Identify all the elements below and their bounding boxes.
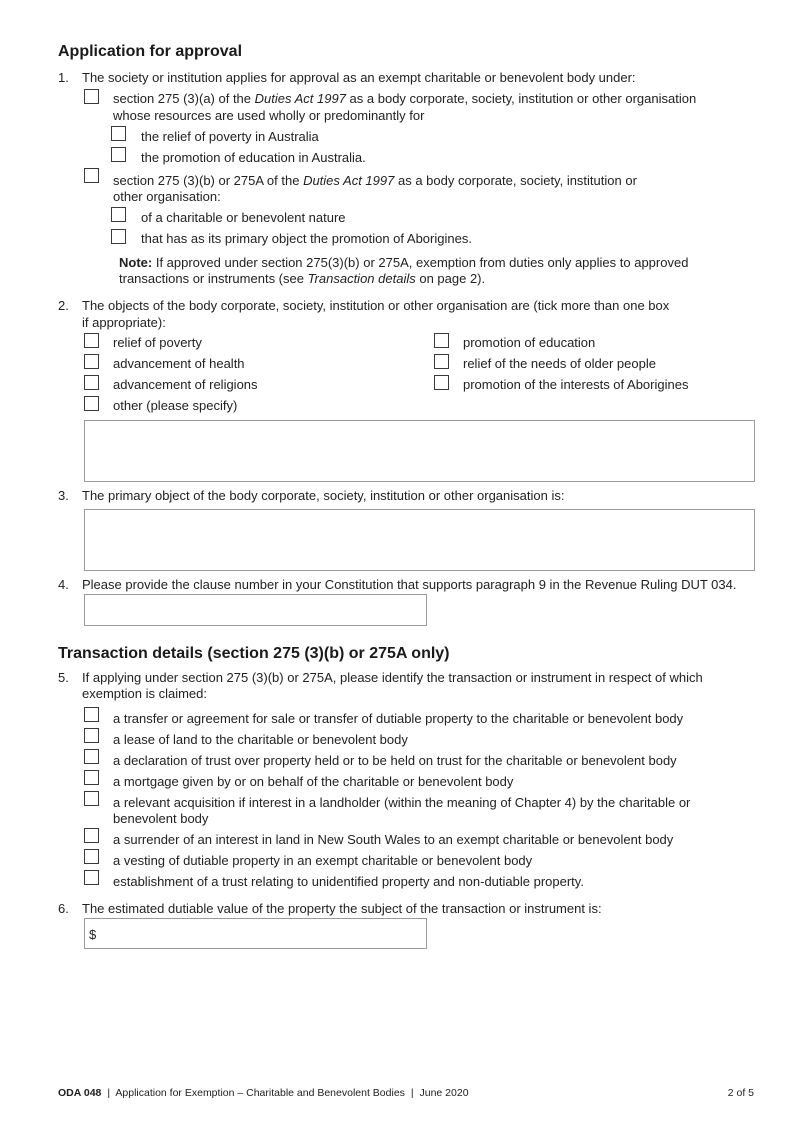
question-5-intro-line2: exemption is claimed: [82, 686, 207, 701]
question-4-text: Please provide the clause number in your Constitution that supports paragraph 9 in the Revenue Ruling DUT 034. [82, 577, 737, 592]
question-6-text: The estimated dutiable value of the property the subject of the transaction or instrument is: [82, 901, 602, 916]
checkbox-transaction-surrender[interactable] [84, 828, 99, 843]
checkbox-section-275-3b[interactable] [84, 168, 99, 183]
checkbox-transaction-transfer[interactable] [84, 707, 99, 722]
transaction-option-label: a transfer or agreement for sale or transfer of dutiable property to the charitable or benevolent body [113, 711, 684, 726]
option-275-3a-label-line2: whose resources are used wholly or predominantly for [113, 108, 425, 123]
sub-option-charitable-nature: of a charitable or benevolent nature [141, 210, 346, 225]
currency-symbol: $ [89, 927, 97, 942]
question-1-intro: The society or institution applies for approval as an exempt charitable or benevolent body under: [82, 70, 636, 85]
checkbox-transaction-vesting[interactable] [84, 849, 99, 864]
note-line-1: Note: If approved under section 275(3)(b) or 275A, exemption from duties only applies to approved [119, 255, 689, 270]
sub-option-promotion-aborigines: that has as its primary object the promotion of Aborigines. [141, 231, 472, 246]
object-option-label: promotion of the interests of Aborigines [463, 377, 689, 392]
footer-text [58, 1087, 469, 1099]
object-option-label: relief of poverty [113, 335, 202, 350]
clause-number-input[interactable] [84, 594, 427, 626]
transaction-option-label: a mortgage given by or on behalf of the charitable or benevolent body [113, 774, 514, 789]
footer-page-number: 2 of 5 [727, 1087, 754, 1099]
checkbox-object-relief-of-poverty[interactable] [84, 333, 99, 348]
question-5-intro-line1: If applying under section 275 (3)(b) or 275A, please identify the transaction or instrument in respect of which [82, 670, 703, 685]
object-option-label: advancement of religions [113, 377, 258, 392]
footer-form-code: ODA 048 [58, 1087, 102, 1099]
checkbox-transaction-lease[interactable] [84, 728, 99, 743]
transaction-option-label: a relevant acquisition if interest in a landholder (within the meaning of Chapter 4) by the charitable or [113, 795, 691, 810]
option-275-3b-label: section 275 (3)(b) or 275A of the Duties Act 1997 as a body corporate, society, institution or [113, 173, 637, 188]
question-number-6: 6. [58, 901, 69, 916]
checkbox-object-advancement-health[interactable] [84, 354, 99, 369]
note-line-2: transactions or instruments (see Transaction details on page 2). [119, 271, 486, 286]
checkbox-transaction-relevant-acquisition[interactable] [84, 791, 99, 806]
transaction-option-label-line2: benevolent body [113, 811, 209, 826]
checkbox-object-promotion-education[interactable] [434, 333, 449, 348]
transaction-option-label: a declaration of trust over property held or to be held on trust for the charitable or benevolent body [113, 753, 677, 768]
checkbox-relief-of-poverty-australia[interactable] [111, 126, 126, 141]
sub-option-relief-poverty: the relief of poverty in Australia [141, 129, 319, 144]
option-275-3a-label: section 275 (3)(a) of the Duties Act 1997 as a body corporate, society, institution or other organisation [113, 91, 697, 106]
footer-date: June 2020 [419, 1087, 469, 1099]
other-objects-textarea[interactable] [84, 420, 755, 482]
sub-option-promotion-education: the promotion of education in Australia. [141, 150, 366, 165]
question-number-3: 3. [58, 488, 69, 503]
footer-separator: | [107, 1087, 111, 1099]
transaction-option-label: a vesting of dutiable property in an exempt charitable or benevolent body [113, 853, 533, 868]
transaction-option-label: establishment of a trust relating to unidentified property and non-dutiable property. [113, 874, 584, 889]
checkbox-promotion-of-aborigines[interactable] [111, 229, 126, 244]
footer-form-title: Application for Exemption – Charitable and Benevolent Bodies [115, 1087, 405, 1099]
question-2-intro-line2: if appropriate): [82, 315, 166, 330]
question-2-intro-line1: The objects of the body corporate, society, institution or other organisation are (tick more than one box [82, 298, 670, 313]
question-number-2: 2. [58, 298, 69, 313]
checkbox-promotion-education-australia[interactable] [111, 147, 126, 162]
checkbox-transaction-declaration-of-trust[interactable] [84, 749, 99, 764]
question-number-5: 5. [58, 670, 69, 685]
checkbox-object-advancement-religions[interactable] [84, 375, 99, 390]
question-3-text: The primary object of the body corporate, society, institution or other organisation is: [82, 488, 565, 503]
object-option-label: promotion of education [463, 335, 596, 350]
checkbox-charitable-benevolent-nature[interactable] [111, 207, 126, 222]
object-option-label: advancement of health [113, 356, 245, 371]
checkbox-transaction-mortgage[interactable] [84, 770, 99, 785]
object-option-label: other (please specify) [113, 398, 238, 413]
checkbox-object-other[interactable] [84, 396, 99, 411]
section-heading-application: Application for approval [58, 43, 243, 60]
checkbox-object-interests-aborigines[interactable] [434, 375, 449, 390]
checkbox-transaction-establishment-of-trust[interactable] [84, 870, 99, 885]
section-heading-transaction-details: Transaction details (section 275 (3)(b) or 275A only) [58, 645, 450, 662]
footer-separator: | [410, 1087, 414, 1099]
object-option-label: relief of the needs of older people [463, 356, 656, 371]
primary-object-textarea[interactable] [84, 509, 755, 571]
dutiable-value-input[interactable] [84, 918, 427, 949]
checkbox-object-older-people[interactable] [434, 354, 449, 369]
transaction-option-label: a lease of land to the charitable or benevolent body [113, 732, 408, 747]
checkbox-section-275-3a[interactable] [84, 89, 99, 104]
option-275-3b-label-line2: other organisation: [113, 189, 221, 204]
question-number-1: 1. [58, 70, 69, 85]
question-number-4: 4. [58, 577, 69, 592]
transaction-option-label: a surrender of an interest in land in New South Wales to an exempt charitable or benevolent body [113, 832, 674, 847]
